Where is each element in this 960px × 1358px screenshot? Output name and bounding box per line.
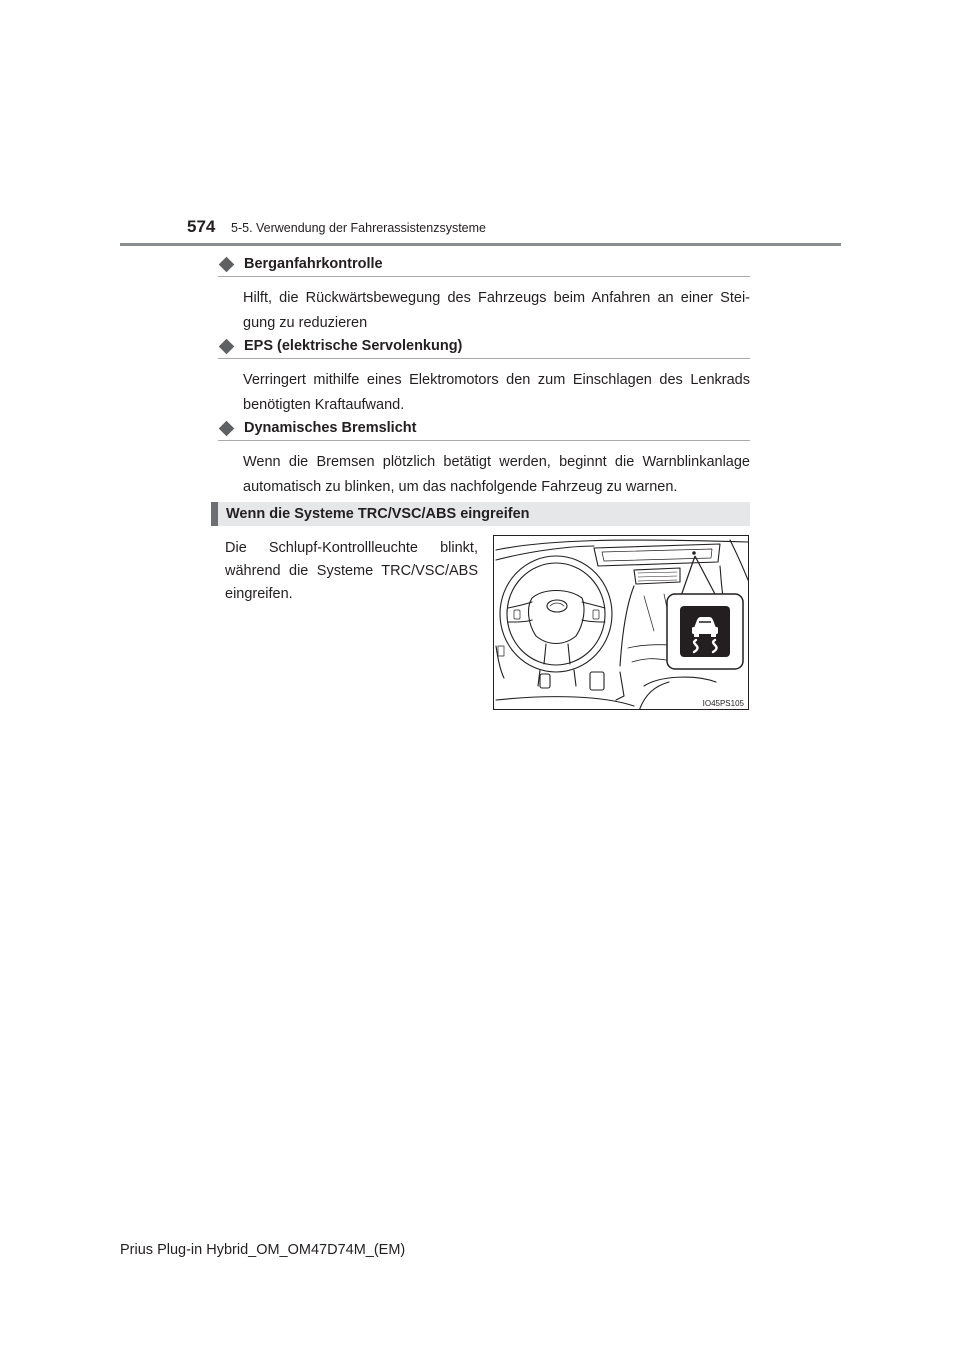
subsection-heading	[218, 252, 750, 277]
figure-code: IO45PS105	[702, 699, 744, 708]
subsection-body: Hilft, die Rückwärtsbewegung des Fahrzeugs beim Anfahren an einer Stei-gung zu reduzieren	[243, 290, 750, 331]
chapter-title: 5-5. Verwendung der Fahrerassistenzsysteme	[231, 221, 486, 235]
subsection-body: Verringert mithilfe eines Elektromotors den zum Einschlagen des Lenkrads benötigten Kraftaufwand.	[243, 372, 750, 413]
subsection-hill-start-assist	[218, 252, 750, 336]
diamond-bullet-icon	[219, 338, 235, 354]
subsection-heading	[218, 416, 750, 441]
subsection-emergency-brake-signal	[218, 416, 750, 500]
dashboard-illustration	[493, 535, 749, 710]
section-title: Wenn die Systeme TRC/VSC/ABS eingreifen	[226, 506, 530, 522]
slip-indicator-icon	[667, 594, 743, 669]
subsection-heading	[218, 334, 750, 359]
section-heading	[211, 502, 750, 526]
diamond-bullet-icon	[219, 256, 235, 272]
header-divider	[120, 243, 841, 246]
dashboard-drawing	[494, 536, 749, 710]
subsection-body: Wenn die Bremsen plötzlich betätigt werden, beginnt die Warnblinkanlage automatisch zu blinken, um das nachfolgende Fahrzeug zu warnen.	[243, 454, 750, 495]
subsection-eps	[218, 334, 750, 418]
diamond-bullet-icon	[219, 420, 235, 436]
footer-document-id: Prius Plug-in Hybrid_OM_OM47D74M_(EM)	[120, 1242, 406, 1258]
subsection-title: EPS (elektrische Servolenkung)	[244, 338, 463, 354]
page-number: 574	[187, 217, 216, 236]
subsection-title: Dynamisches Bremslicht	[244, 420, 417, 436]
subsection-title: Berganfahrkontrolle	[244, 256, 383, 272]
section-text: Die Schlupf-Kontrollleuchte blinkt, während die Systeme TRC/VSC/ABS eingreifen.	[225, 540, 478, 602]
